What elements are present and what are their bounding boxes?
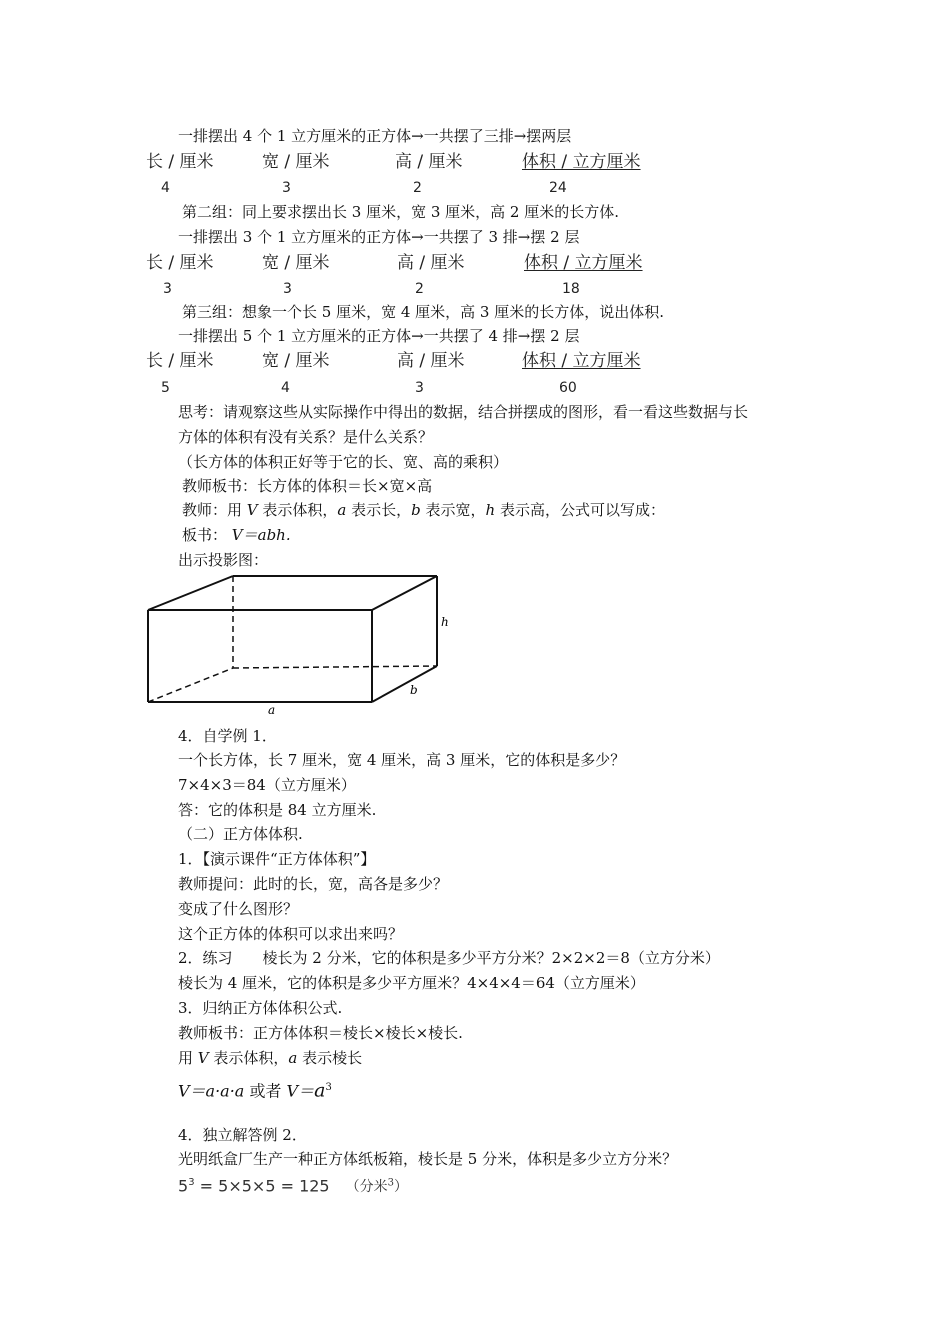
teacher-question-2: 变成了什么图形？ [178, 900, 299, 918]
example2-question: 光明纸盒厂生产一种正方体纸板箱，棱长是 5 分米，体积是多少立方分米？ [178, 1150, 678, 1168]
projection-label: 出示投影图： [178, 551, 269, 569]
value-height: 2 [413, 180, 422, 196]
group3-title: 第三组：想象一个长 5 厘米，宽 4 厘米，高 3 厘米的长方体，说出体积. [182, 303, 665, 321]
header-volume: 体积 / 立方厘米 [522, 152, 641, 172]
teacher-explanation: 教师：用 V 表示体积，a 表示长，b 表示宽，h 表示高，公式可以写成： [182, 501, 665, 519]
header-volume: 体积 / 立方厘米 [522, 351, 641, 371]
hidden-edge-back [233, 666, 437, 668]
cuboid-figure [140, 568, 450, 714]
board-cube-formula: 教师板书：正方体体积＝棱长×棱长×棱长. [178, 1024, 463, 1042]
value-height: 2 [415, 281, 424, 297]
edge-bottom-right [372, 666, 437, 702]
group2-title: 第二组：同上要求摆出长 3 厘米，宽 3 厘米，高 2 厘米的长方体. [182, 203, 620, 221]
board-formula: 板书： V＝abh. [182, 526, 291, 544]
example2-calculation: $5^3 = 5\times 5\times 5 = 125$ （分米$^3$） [178, 1176, 408, 1196]
label-h: h [441, 615, 449, 629]
label-b: b [410, 683, 418, 697]
board-cuboid-formula: 教师板书：长方体的体积＝长×宽×高 [182, 477, 433, 495]
section2-title: （二）正方体体积. [178, 825, 303, 843]
value-width: 3 [282, 180, 291, 196]
teacher-question-3: 这个正方体的体积可以求出来吗？ [178, 925, 404, 943]
cube-formula: V＝a·a·a 或者 $V=a^3$ [178, 1079, 332, 1102]
value-height: 3 [415, 380, 424, 396]
example2-title: 4．独立解答例 2． [178, 1126, 307, 1144]
hidden-edge-depth [148, 668, 233, 702]
example1-title: 4．自学例 1． [178, 727, 277, 745]
summary-title: 3．归纳正方体体积公式. [178, 999, 343, 1017]
value-volume: 24 [549, 180, 567, 196]
header-height: 高 / 厘米 [397, 351, 465, 371]
edge-top-right [372, 576, 437, 610]
label-a: a [268, 703, 276, 714]
header-width: 宽 / 厘米 [262, 253, 330, 273]
example1-calculation: 7×4×3＝84（立方厘米） [178, 776, 356, 794]
header-length: 长 / 厘米 [146, 351, 214, 371]
group1-description: 一排摆出 4 个 1 立方厘米的正方体→一共摆了三排→摆两层 [178, 127, 572, 145]
header-length: 长 / 厘米 [146, 152, 214, 172]
header-width: 宽 / 厘米 [262, 351, 330, 371]
header-volume: 体积 / 立方厘米 [524, 253, 643, 273]
value-length: 5 [161, 380, 170, 396]
header-length: 长 / 厘米 [146, 253, 214, 273]
practice-b: 棱长为 4 厘米，它的体积是多少平方厘米？4×4×4＝64（立方厘米） [178, 974, 645, 992]
think-answer: （长方体的体积正好等于它的长、宽、高的乘积） [178, 453, 509, 471]
variable-definition: 用 V 表示体积，a 表示棱长 [178, 1049, 363, 1067]
example1-answer: 答：它的体积是 84 立方厘米. [178, 801, 377, 819]
practice-a: 2．练习 棱长为 2 分米，它的体积是多少平方分米？2×2×2＝8（立方分米） [178, 949, 720, 967]
value-length: 3 [163, 281, 172, 297]
value-width: 3 [283, 281, 292, 297]
group2-description: 一排摆出 3 个 1 立方厘米的正方体→一共摆了 3 排→摆 2 层 [178, 228, 580, 246]
think-line-2: 方体的体积有没有关系？是什么关系？ [178, 428, 434, 446]
header-height: 高 / 厘米 [395, 152, 463, 172]
teacher-question-1: 教师提问：此时的长，宽，高各是多少？ [178, 875, 449, 893]
group3-description: 一排摆出 5 个 1 立方厘米的正方体→一共摆了 4 排→摆 2 层 [178, 327, 580, 345]
think-line-1: 思考：请观察这些从实际操作中得出的数据，结合拼摆成的图形，看一看这些数据与长 [178, 403, 749, 421]
value-width: 4 [281, 380, 290, 396]
value-volume: 60 [559, 380, 577, 396]
header-width: 宽 / 厘米 [262, 152, 330, 172]
value-volume: 18 [562, 281, 580, 297]
demo-courseware: 1．【演示课件“正方体体积”】 [178, 850, 376, 868]
value-length: 4 [161, 180, 170, 196]
edge-top-left [148, 576, 233, 610]
header-height: 高 / 厘米 [397, 253, 465, 273]
example1-question: 一个长方体，长 7 厘米，宽 4 厘米，高 3 厘米，它的体积是多少？ [178, 751, 626, 769]
